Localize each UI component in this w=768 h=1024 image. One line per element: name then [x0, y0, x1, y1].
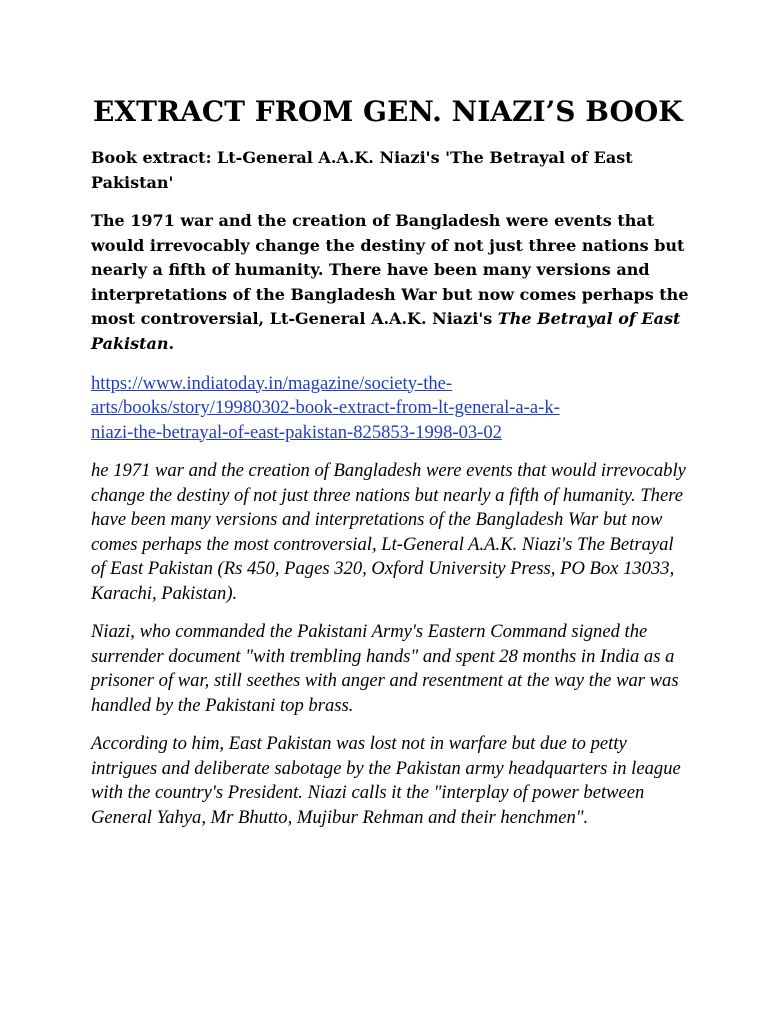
body-paragraph-2: Niazi, who commanded the Pakistani Army's Eastern Command signed the surrender document "with trembling hands" and spent 28 months in India as a prisoner of war, still seethes with anger and resentment at the way the war was handled by the Pakistani top brass. — [91, 621, 679, 716]
body-paragraph-1: he 1971 war and the creation of Bangladesh were events that would irrevocably change the destiny of not just three nations but nearly a fifth of humanity. There have been many versions and interpretations of the Bangladesh War but now comes perhaps the most controversial, Lt-General A.A.K. Niazi's The Betrayal of East Pakistan (Rs 450, Pages 320, Oxford University Press, PO Box 13033, Karachi, Pakistan). — [91, 460, 686, 604]
body-paragraph-3: According to him, East Pakistan was lost not in warfare but due to petty intrigues and deliberate sabotage by the Pakistan army headquarters in league with the country's President. Niazi calls it the "interplay of power between General Yahya, Mr Bhutto, Mujibur Rehman and their henchmen". — [91, 733, 681, 828]
lead-paragraph — [91, 209, 691, 357]
document-title: EXTRACT FROM GEN. NIAZI’S BOOK — [93, 95, 683, 128]
source-link[interactable] — [91, 372, 691, 446]
lead-end: . — [168, 333, 175, 353]
source-link-line-1: https://www.indiatoday.in/magazine/society-the- — [91, 372, 453, 394]
document-page — [91, 0, 691, 830]
book-extract-subtitle: Book extract: Lt-General A.A.K. Niazi's 'The Betrayal of East Pakistan' — [91, 148, 633, 192]
source-link-line-3: niazi-the-betrayal-of-east-pakistan-825853-1998-03-02 — [91, 421, 502, 443]
lead-text: The 1971 war and the creation of Bangladesh were events that would irrevocably change the destiny of not just three nations but nearly a fifth of humanity. There have been many versions and interpretations of the Bangladesh War but now comes perhaps the most controversial, Lt-General A.A.K. Niazi's — [91, 211, 689, 329]
lead-book-title: The Betrayal of East Pakistan — [91, 309, 681, 353]
source-link-line-2: arts/books/story/19980302-book-extract-from-lt-general-a-a-k- — [91, 397, 560, 419]
